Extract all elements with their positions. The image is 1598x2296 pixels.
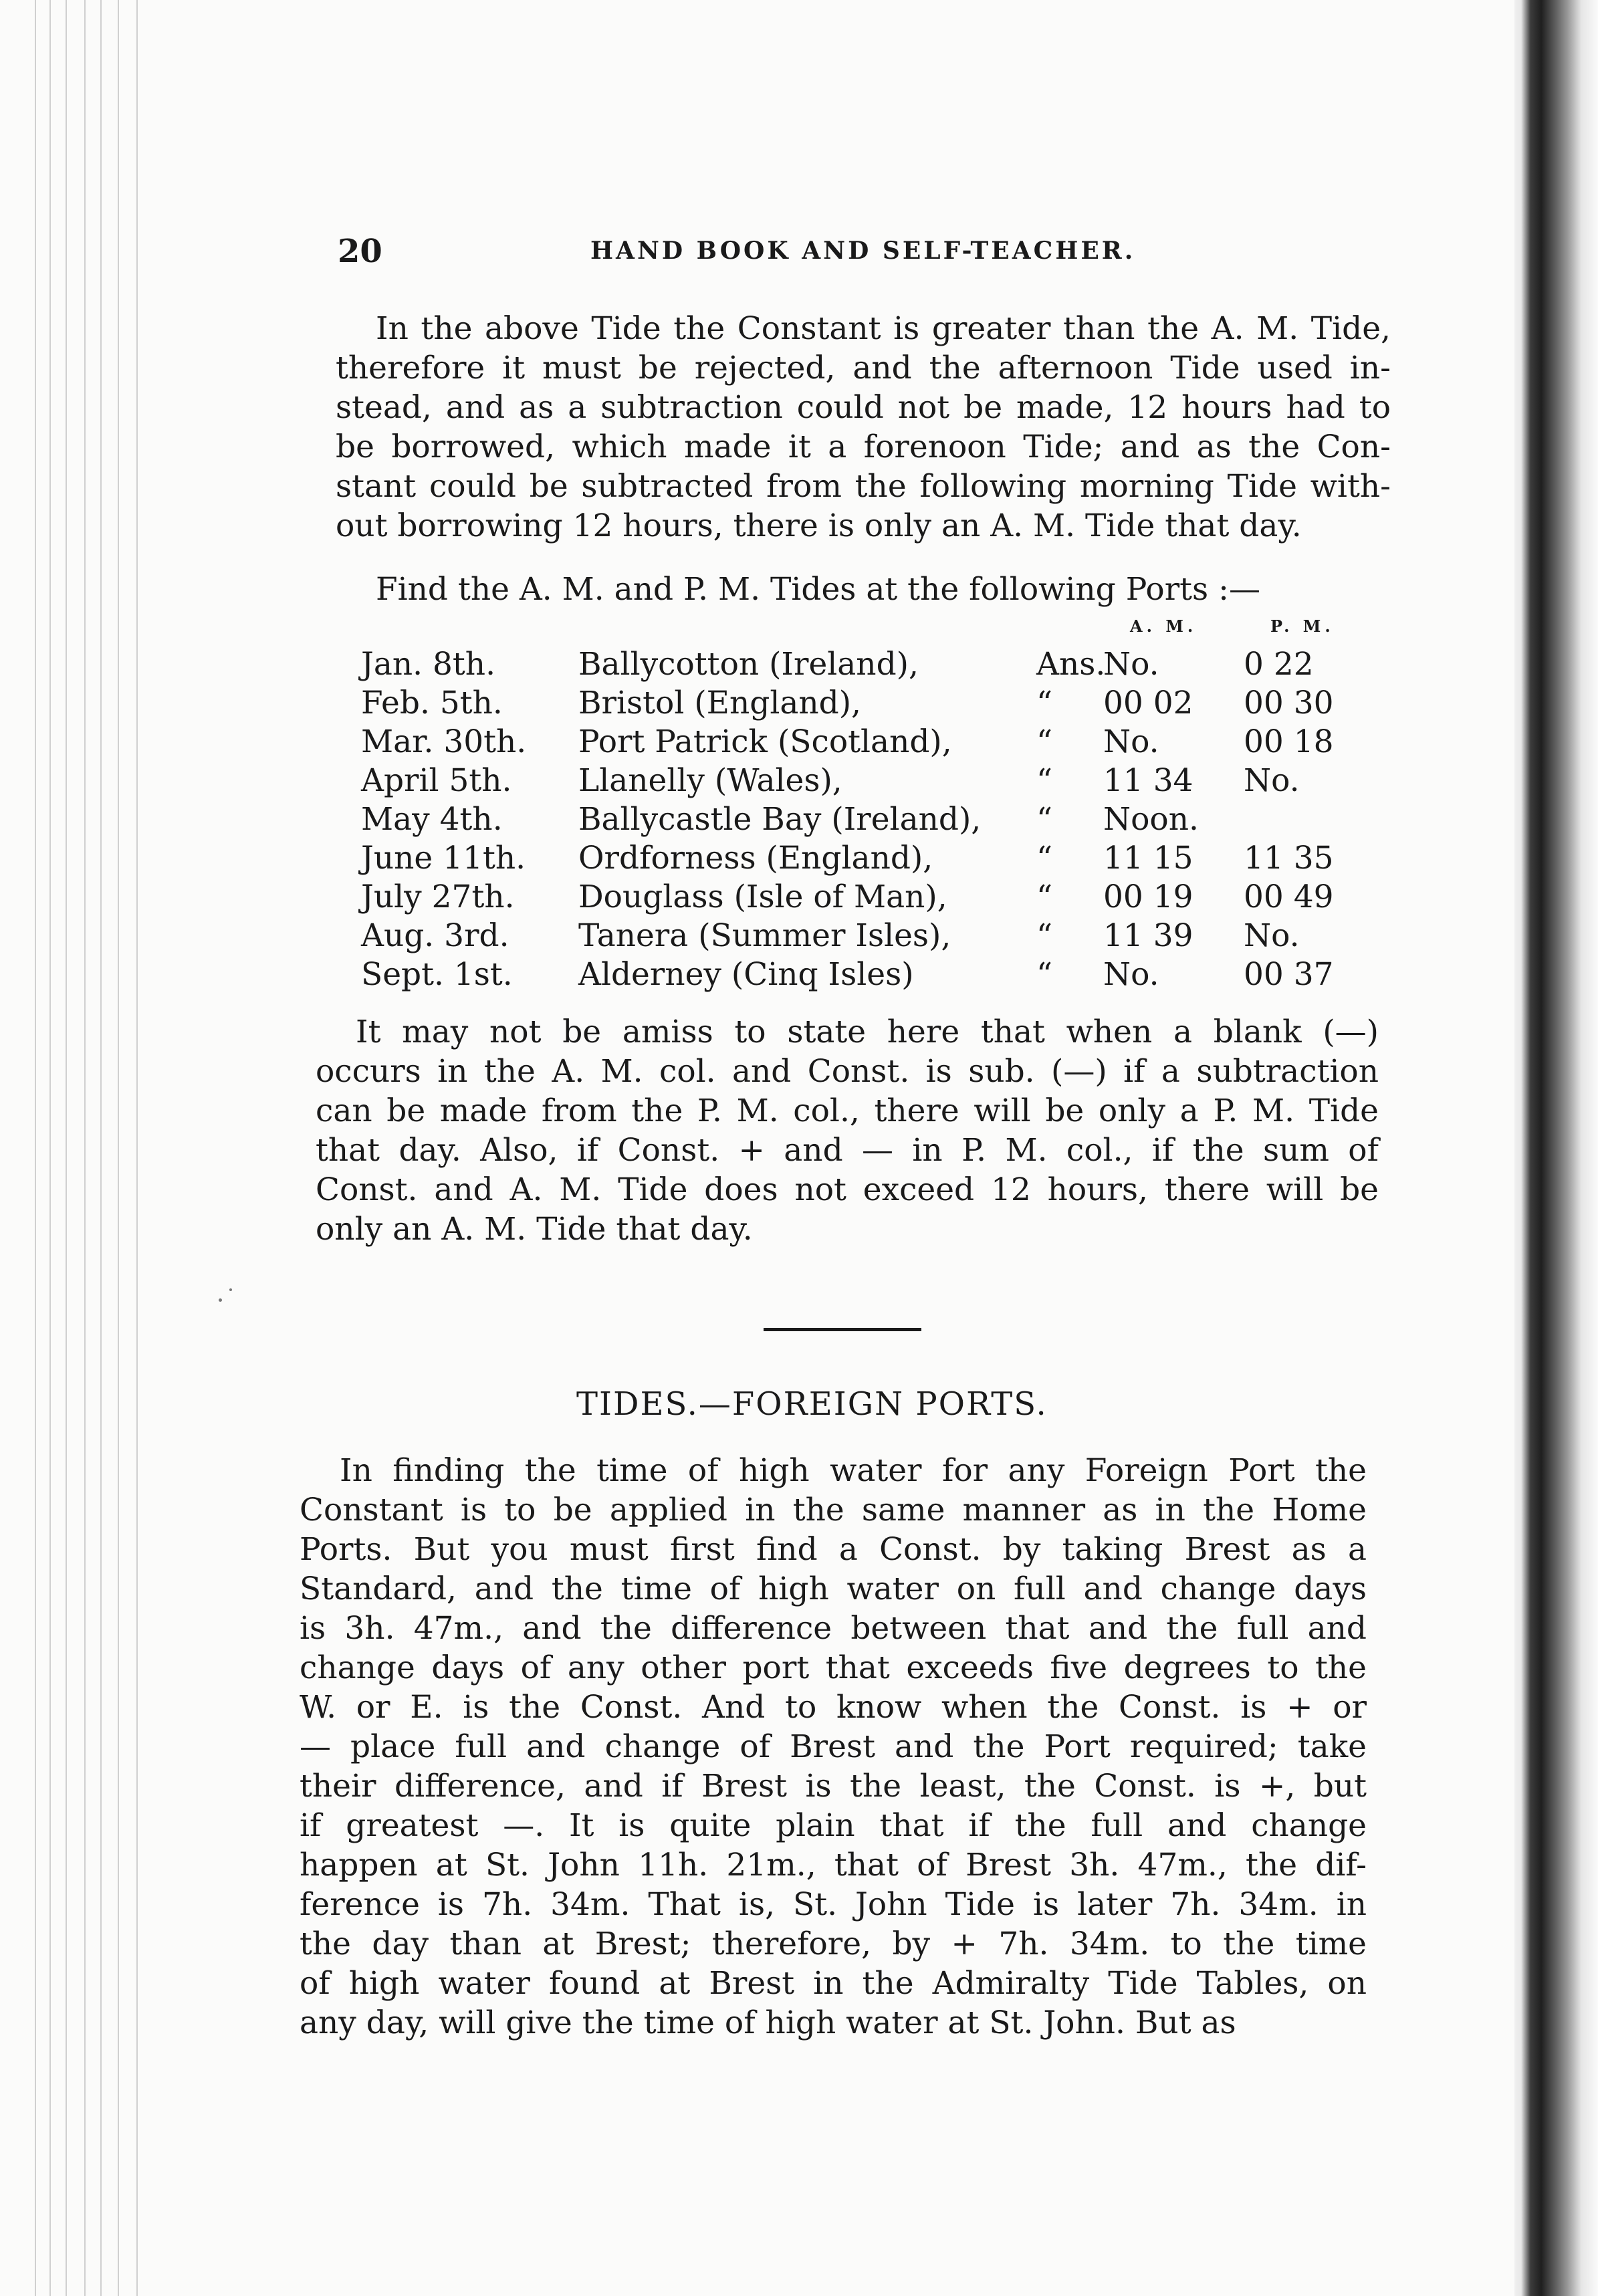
port-name: Port Patrick (Scotland), bbox=[578, 723, 952, 760]
am-time: 11 15 bbox=[1103, 840, 1193, 877]
text-line: occurs in the A. M. col. and Const. is sub. (—) if a subtraction bbox=[316, 1053, 1379, 1090]
page-header bbox=[338, 233, 1394, 279]
paragraph-tide-explanation bbox=[336, 309, 1391, 546]
book-binding bbox=[1514, 0, 1598, 2296]
am-time: 11 34 bbox=[1103, 762, 1193, 799]
text-line: happen at St. John 11h. 21m., that of Brest 3h. 47m., the dif- bbox=[300, 1847, 1367, 1883]
answer-label: “ bbox=[1036, 956, 1053, 993]
text-line: is 3h. 47m., and the difference between that and the full and bbox=[300, 1610, 1367, 1647]
text-line: out borrowing 12 hours, there is only an A. M. Tide that day. bbox=[336, 507, 1302, 544]
pm-time: 00 37 bbox=[1244, 956, 1334, 993]
pm-time: 11 35 bbox=[1244, 840, 1334, 877]
answer-label: “ bbox=[1036, 762, 1053, 799]
tide-date: Feb. 5th. bbox=[361, 685, 503, 721]
pm-column-header: P. M. bbox=[1270, 616, 1335, 636]
am-time: 11 39 bbox=[1103, 917, 1193, 954]
tide-date: July 27th. bbox=[361, 879, 515, 915]
answer-label: “ bbox=[1036, 840, 1053, 877]
answer-label: “ bbox=[1036, 917, 1053, 954]
table-row bbox=[361, 723, 1364, 762]
tide-date: Jan. 8th. bbox=[361, 646, 496, 683]
paper-speck bbox=[229, 1288, 232, 1291]
table-row bbox=[361, 801, 1364, 840]
pm-time: 00 18 bbox=[1244, 723, 1334, 760]
am-column-header: A. M. bbox=[1130, 616, 1197, 636]
text-line: if greatest —. It is quite plain that if the full and change bbox=[300, 1807, 1367, 1844]
port-name: Ballycotton (Ireland), bbox=[578, 646, 919, 683]
pm-time: No. bbox=[1244, 917, 1300, 954]
tide-date: Sept. 1st. bbox=[361, 956, 513, 993]
answer-label: “ bbox=[1036, 801, 1053, 838]
text-line: their difference, and if Brest is the least, the Const. is +, but bbox=[300, 1768, 1367, 1805]
text-line: stant could be subtracted from the following morning Tide with- bbox=[336, 468, 1391, 505]
port-name: Llanelly (Wales), bbox=[578, 762, 842, 799]
running-title: HAND BOOK AND SELF-TEACHER. bbox=[590, 237, 1136, 265]
paragraph-blank-note bbox=[316, 1012, 1379, 1249]
tide-date: Mar. 30th. bbox=[361, 723, 527, 760]
text-line: that day. Also, if Const. + and — in P. M. col., if the sum of bbox=[316, 1132, 1379, 1169]
tide-table bbox=[361, 616, 1364, 1010]
tide-date: Aug. 3rd. bbox=[361, 917, 509, 954]
paragraph-foreign-ports bbox=[300, 1451, 1367, 2043]
table-intro-text: Find the A. M. and P. M. Tides at the following Ports :— bbox=[376, 571, 1260, 608]
port-name: Tanera (Summer Isles), bbox=[578, 917, 951, 954]
text-line: the day than at Brest; therefore, by + 7h. 34m. to the time bbox=[300, 1926, 1367, 1962]
text-line: of high water found at Brest in the Admiralty Tide Tables, on bbox=[300, 1965, 1367, 2002]
table-row bbox=[361, 646, 1364, 685]
am-time: 00 19 bbox=[1103, 879, 1193, 915]
port-name: Ordforness (England), bbox=[578, 840, 933, 877]
section-divider bbox=[764, 1328, 921, 1331]
text-line: can be made from the P. M. col., there will be only a P. M. Tide bbox=[316, 1093, 1379, 1129]
port-name: Ballycastle Bay (Ireland), bbox=[578, 801, 982, 838]
table-row bbox=[361, 762, 1364, 801]
text-line: Const. and A. M. Tide does not exceed 12 hours, there will be bbox=[316, 1171, 1379, 1208]
text-line: Constant is to be applied in the same manner as in the Home bbox=[300, 1492, 1367, 1528]
tide-date: June 11th. bbox=[361, 840, 526, 877]
pm-time: 00 30 bbox=[1244, 685, 1334, 721]
text-line: stead, and as a subtraction could not be made, 12 hours had to bbox=[336, 389, 1391, 426]
text-line: It may not be amiss to state here that when a blank (—) bbox=[356, 1014, 1379, 1050]
table-row bbox=[361, 917, 1364, 956]
am-time: No. bbox=[1103, 956, 1159, 993]
table-row bbox=[361, 685, 1364, 723]
am-time: Noon. bbox=[1103, 801, 1199, 838]
section-title: TIDES.—FOREIGN PORTS. bbox=[576, 1385, 1048, 1423]
text-line: only an A. M. Tide that day. bbox=[316, 1211, 753, 1248]
table-row bbox=[361, 840, 1364, 879]
text-line: In finding the time of high water for any Foreign Port the bbox=[340, 1452, 1367, 1489]
text-line: Standard, and the time of high water on full and change days bbox=[300, 1571, 1367, 1607]
port-name: Bristol (England), bbox=[578, 685, 861, 721]
pm-time: No. bbox=[1244, 762, 1300, 799]
am-time: No. bbox=[1103, 646, 1159, 683]
answer-label: Ans. bbox=[1036, 646, 1106, 683]
table-row bbox=[361, 879, 1364, 917]
text-line: be borrowed, which made it a forenoon Tide; and as the Con- bbox=[336, 429, 1391, 465]
tide-date: May 4th. bbox=[361, 801, 503, 838]
table-row bbox=[361, 956, 1364, 995]
am-time: 00 02 bbox=[1103, 685, 1193, 721]
text-line: Ports. But you must first find a Const. by taking Brest as a bbox=[300, 1531, 1367, 1568]
pm-time: 0 22 bbox=[1244, 646, 1314, 683]
text-line: — place full and change of Brest and the Port required; take bbox=[300, 1728, 1367, 1765]
answer-label: “ bbox=[1036, 723, 1053, 760]
am-time: No. bbox=[1103, 723, 1159, 760]
text-line: W. or E. is the Const. And to know when the Const. is + or bbox=[300, 1689, 1367, 1726]
text-line: any day, will give the time of high water at St. John. But as bbox=[300, 2004, 1236, 2041]
pm-time: 00 49 bbox=[1244, 879, 1334, 915]
text-line: ference is 7h. 34m. That is, St. John Tide is later 7h. 34m. in bbox=[300, 1886, 1367, 1923]
port-name: Alderney (Cinq Isles) bbox=[578, 956, 914, 993]
page-number: 20 bbox=[338, 233, 382, 270]
text-line: In the above Tide the Constant is greater than the A. M. Tide, bbox=[376, 310, 1391, 347]
tide-date: April 5th. bbox=[361, 762, 512, 799]
page-edge-lines bbox=[0, 0, 154, 2296]
answer-label: “ bbox=[1036, 879, 1053, 915]
table-intro bbox=[376, 570, 1332, 609]
port-name: Douglass (Isle of Man), bbox=[578, 879, 947, 915]
text-line: therefore it must be rejected, and the afternoon Tide used in- bbox=[336, 350, 1391, 386]
text-line: change days of any other port that exceeds five degrees to the bbox=[300, 1649, 1367, 1686]
paper-speck bbox=[219, 1298, 222, 1302]
answer-label: “ bbox=[1036, 685, 1053, 721]
